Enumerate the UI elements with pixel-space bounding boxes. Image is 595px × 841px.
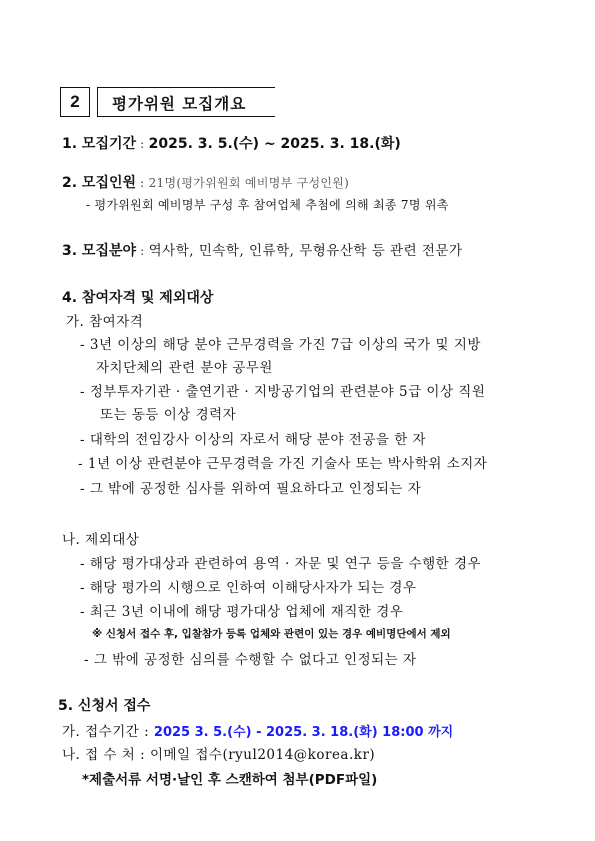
ga-item-2-cont: 또는 동등 이상 경력자 [100,407,237,423]
na-item-2: - 해당 평가의 시행으로 인하여 이해당사자가 되는 경우 [80,580,417,596]
ga-item-1: - 3년 이상의 해당 분야 근무경력을 가진 7급 이상의 국가 및 지방 [80,337,481,353]
period-value: 2025 3. 5.(수) - 2025. 3. 18.(화) 18:00 까지 [153,725,454,740]
item5-label: 5. 신청서 접수 [58,698,151,714]
item1-line [62,133,401,153]
item4-label: 4. 참여자격 및 제외대상 [62,290,214,306]
item5-place-line [62,743,375,763]
section-number: 2 [60,87,90,117]
ga-item-2: - 정부투자기관 · 출연기관 · 지방공기업의 관련분야 5급 이상 직원 [80,384,486,400]
item4-ga-label: 가. 참여자격 [66,314,144,330]
na-item-3: - 최근 3년 이내에 해당 평가대상 업체에 재직한 경우 [80,604,404,620]
item2-sub: - 평가위원회 예비명부 구성 후 참여업체 추첨에 의해 최종 7명 위촉 [86,198,449,212]
item5-note: *제출서류 서명·날인 후 스캔하여 첨부(PDF파일) [82,772,378,788]
item3-value: 역사학, 민속학, 인류학, 무형유산학 등 관련 전문가 [148,243,463,259]
item5-period-line [62,720,453,740]
ga-item-4: - 1년 이상 관련분야 근무경력을 가진 기술사 또는 박사학위 소지자 [78,456,488,472]
place-value: 이메일 접수(ryul2014@korea.kr) [149,747,376,763]
section-title: 평가위원 모집개요 [112,95,247,113]
item3-sep: : [136,244,149,258]
item3-line [62,239,463,260]
ga-item-3: - 대학의 전임강사 이상의 자로서 해당 분야 전공을 한 자 [80,432,427,448]
item2-value: 21명(평가위원회 예비명부 구성인원) [148,176,350,190]
na-item-4: - 그 밖에 공정한 심의를 수행할 수 없다고 인정되는 자 [84,652,417,668]
place-label: 나. 접 수 처 : [62,747,150,763]
item2-sep: : [136,176,149,190]
ga-item-1-cont: 자치단체의 관련 분야 공무원 [96,360,273,376]
item2-line [62,172,349,192]
item1-label: 1. 모집기간 [62,136,137,152]
item4-na-label: 나. 제외대상 [62,532,140,548]
na-item-1: - 해당 평가대상과 관련하여 용역 · 자문 및 연구 등을 수행한 경우 [80,556,482,572]
period-label: 가. 접수기간 : [62,724,154,740]
item3-label: 3. 모집분야 [62,243,137,259]
item1-value: 2025. 3. 5.(수) ~ 2025. 3. 18.(화) [148,136,401,152]
na-note: ※ 신청서 접수 후, 입찰참가 등록 업체와 관련이 있는 경우 예비명단에서 제외 [92,628,451,640]
item2-label: 2. 모집인원 [62,175,137,191]
ga-item-5: - 그 밖에 공정한 심사를 위하여 필요하다고 인정되는 자 [80,481,422,497]
item1-sep: : [136,137,149,151]
